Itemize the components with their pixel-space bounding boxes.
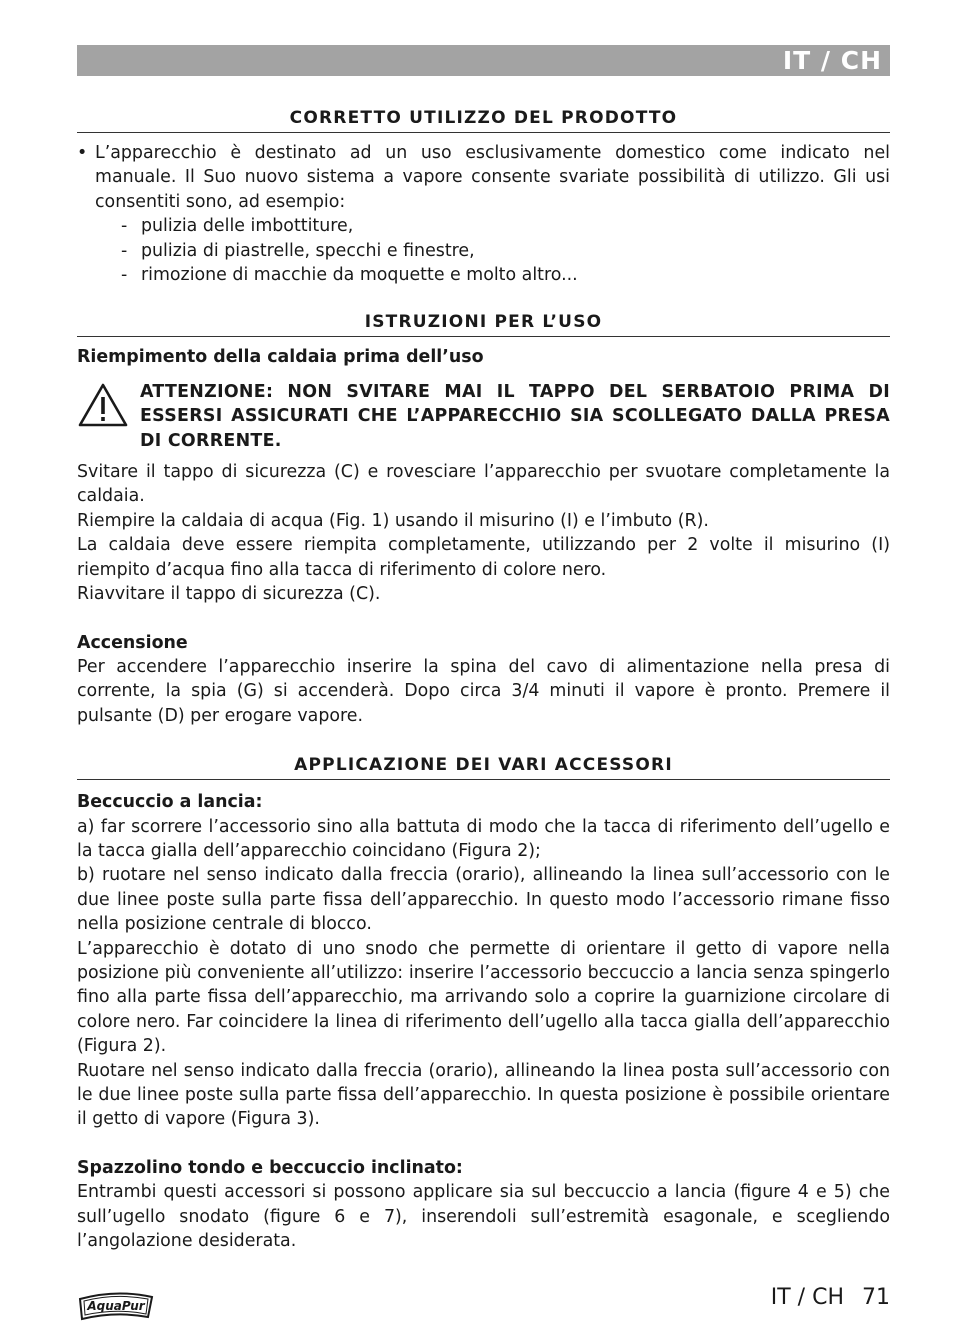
paragraph: La caldaia deve essere riempita completamente, utilizzando per 2 volte il misurino (I) riempito d’acqua fino alla tacca di riferimento di colore nero. bbox=[77, 535, 890, 580]
section-title-accessori: APPLICAZIONE DEI VARI ACCESSORI bbox=[77, 752, 890, 780]
paragraph: Entrambi questi accessori si possono applicare sia sul beccuccio a lancia (figure 4 e 5) che sull’ugello snodato (figure 6 e 7), inserendoli sull’estremità esagonale, e scegliendo l’angolazione desiderata. bbox=[77, 1182, 890, 1252]
warning-triangle-icon bbox=[77, 382, 129, 428]
paragraph: Svitare il tappo di sicurezza (C) e rovesciare l’apparecchio per svuotare completamente la caldaia. bbox=[77, 462, 890, 507]
page-content bbox=[77, 105, 890, 1253]
section-title-istruzioni: ISTRUZIONI PER L’USO bbox=[77, 309, 890, 337]
subheading-accensione: Accensione bbox=[77, 632, 188, 653]
usage-list bbox=[77, 141, 890, 287]
warning-block bbox=[77, 380, 890, 453]
section-title-corretto-utilizzo: CORRETTO UTILIZZO DEL PRODOTTO bbox=[77, 105, 890, 133]
paragraph: a) far scorrere l’accessorio sino alla battuta di modo che la tacca di riferimento dell’ugello e la tacca gialla dell’apparecchio coincidano (Figura 2); bbox=[77, 816, 890, 861]
aquapur-logo-icon bbox=[76, 1287, 156, 1323]
paragraph: Per accendere l’apparecchio inserire la spina del cavo di alimentazione nella presa di corrente, la spia (G) si accenderà. Dopo circa 3/4 minuti il vapore è pronto. Premere il pulsante (D) per erogare vapore. bbox=[77, 656, 890, 726]
subheading-riempimento: Riempimento della caldaia prima dell’uso bbox=[77, 347, 484, 368]
list-item: - rimozione di macchie da moquette e molto altro... bbox=[121, 265, 578, 286]
bullet-mark: • bbox=[77, 143, 88, 163]
subheading-spazzolino: Spazzolino tondo e beccuccio inclinato: bbox=[77, 1157, 463, 1178]
logo-text: AquaPur bbox=[87, 1299, 145, 1313]
page-footer bbox=[771, 1285, 890, 1310]
usage-bullet-text: L’apparecchio è destinato ad un uso esclusivamente domestico come indicato nel manuale. Il Suo nuovo sistema a vapore consente svariate possibilità di utilizzo. Gli usi consentiti sono, ad esempio: bbox=[95, 143, 890, 212]
usage-examples bbox=[95, 214, 890, 287]
header-bar bbox=[77, 45, 890, 76]
paragraph: Riavvitare il tappo di sicurezza (C). bbox=[77, 584, 381, 605]
warning-text: ATTENZIONE: NON SVITARE MAI IL TAPPO DEL SERBATOIO PRIMA DI ESSERSI ASSICURATI CHE L’APPARECCHIO SIA SCOLLEGATO DALLA PRESA DI CORRENTE. bbox=[140, 381, 890, 451]
list-item: - pulizia delle imbottiture, bbox=[121, 216, 354, 237]
paragraph: L’apparecchio è dotato di uno snodo che permette di orientare il getto di vapore nella posizione più conveniente all’utilizzo: inserire l’accessorio beccuccio a lancia senza spingerlo fino alla parte fissa dell’apparecchio, ma arrivando solo a coprire la guarnizione circolare di colore nero. Far coincidere la linea di riferimento dell’ugello alla tacca gialla dell’apparecchio (Figura 2). bbox=[77, 938, 890, 1057]
paragraph: Riempire la caldaia di acqua (Fig. 1) usando il misurino (I) e l’imbuto (R). bbox=[77, 510, 709, 531]
usage-bullet bbox=[77, 141, 890, 287]
header-language: IT / CH bbox=[782, 46, 882, 75]
list-item: - pulizia di piastrelle, specchi e finestre, bbox=[121, 240, 475, 261]
paragraph: b) ruotare nel senso indicato dalla freccia (orario), allineando la linea sull’accessorio con le due linee poste sulla parte fissa dell’apparecchio. In questo modo l’accessorio rimane fisso nella posizione centrale di blocco. bbox=[77, 865, 890, 935]
page-number: 71 bbox=[862, 1285, 890, 1310]
footer-language: IT / CH bbox=[770, 1285, 844, 1310]
paragraph: Ruotare nel senso indicato dalla freccia (orario), allineando la linea posta sull’accessorio con le due linee poste sulla parte fissa dell’apparecchio. In questa posizione è possibile orientare il getto di vapore (Figura 3). bbox=[77, 1060, 890, 1130]
subheading-beccuccio: Beccuccio a lancia: bbox=[77, 792, 263, 813]
